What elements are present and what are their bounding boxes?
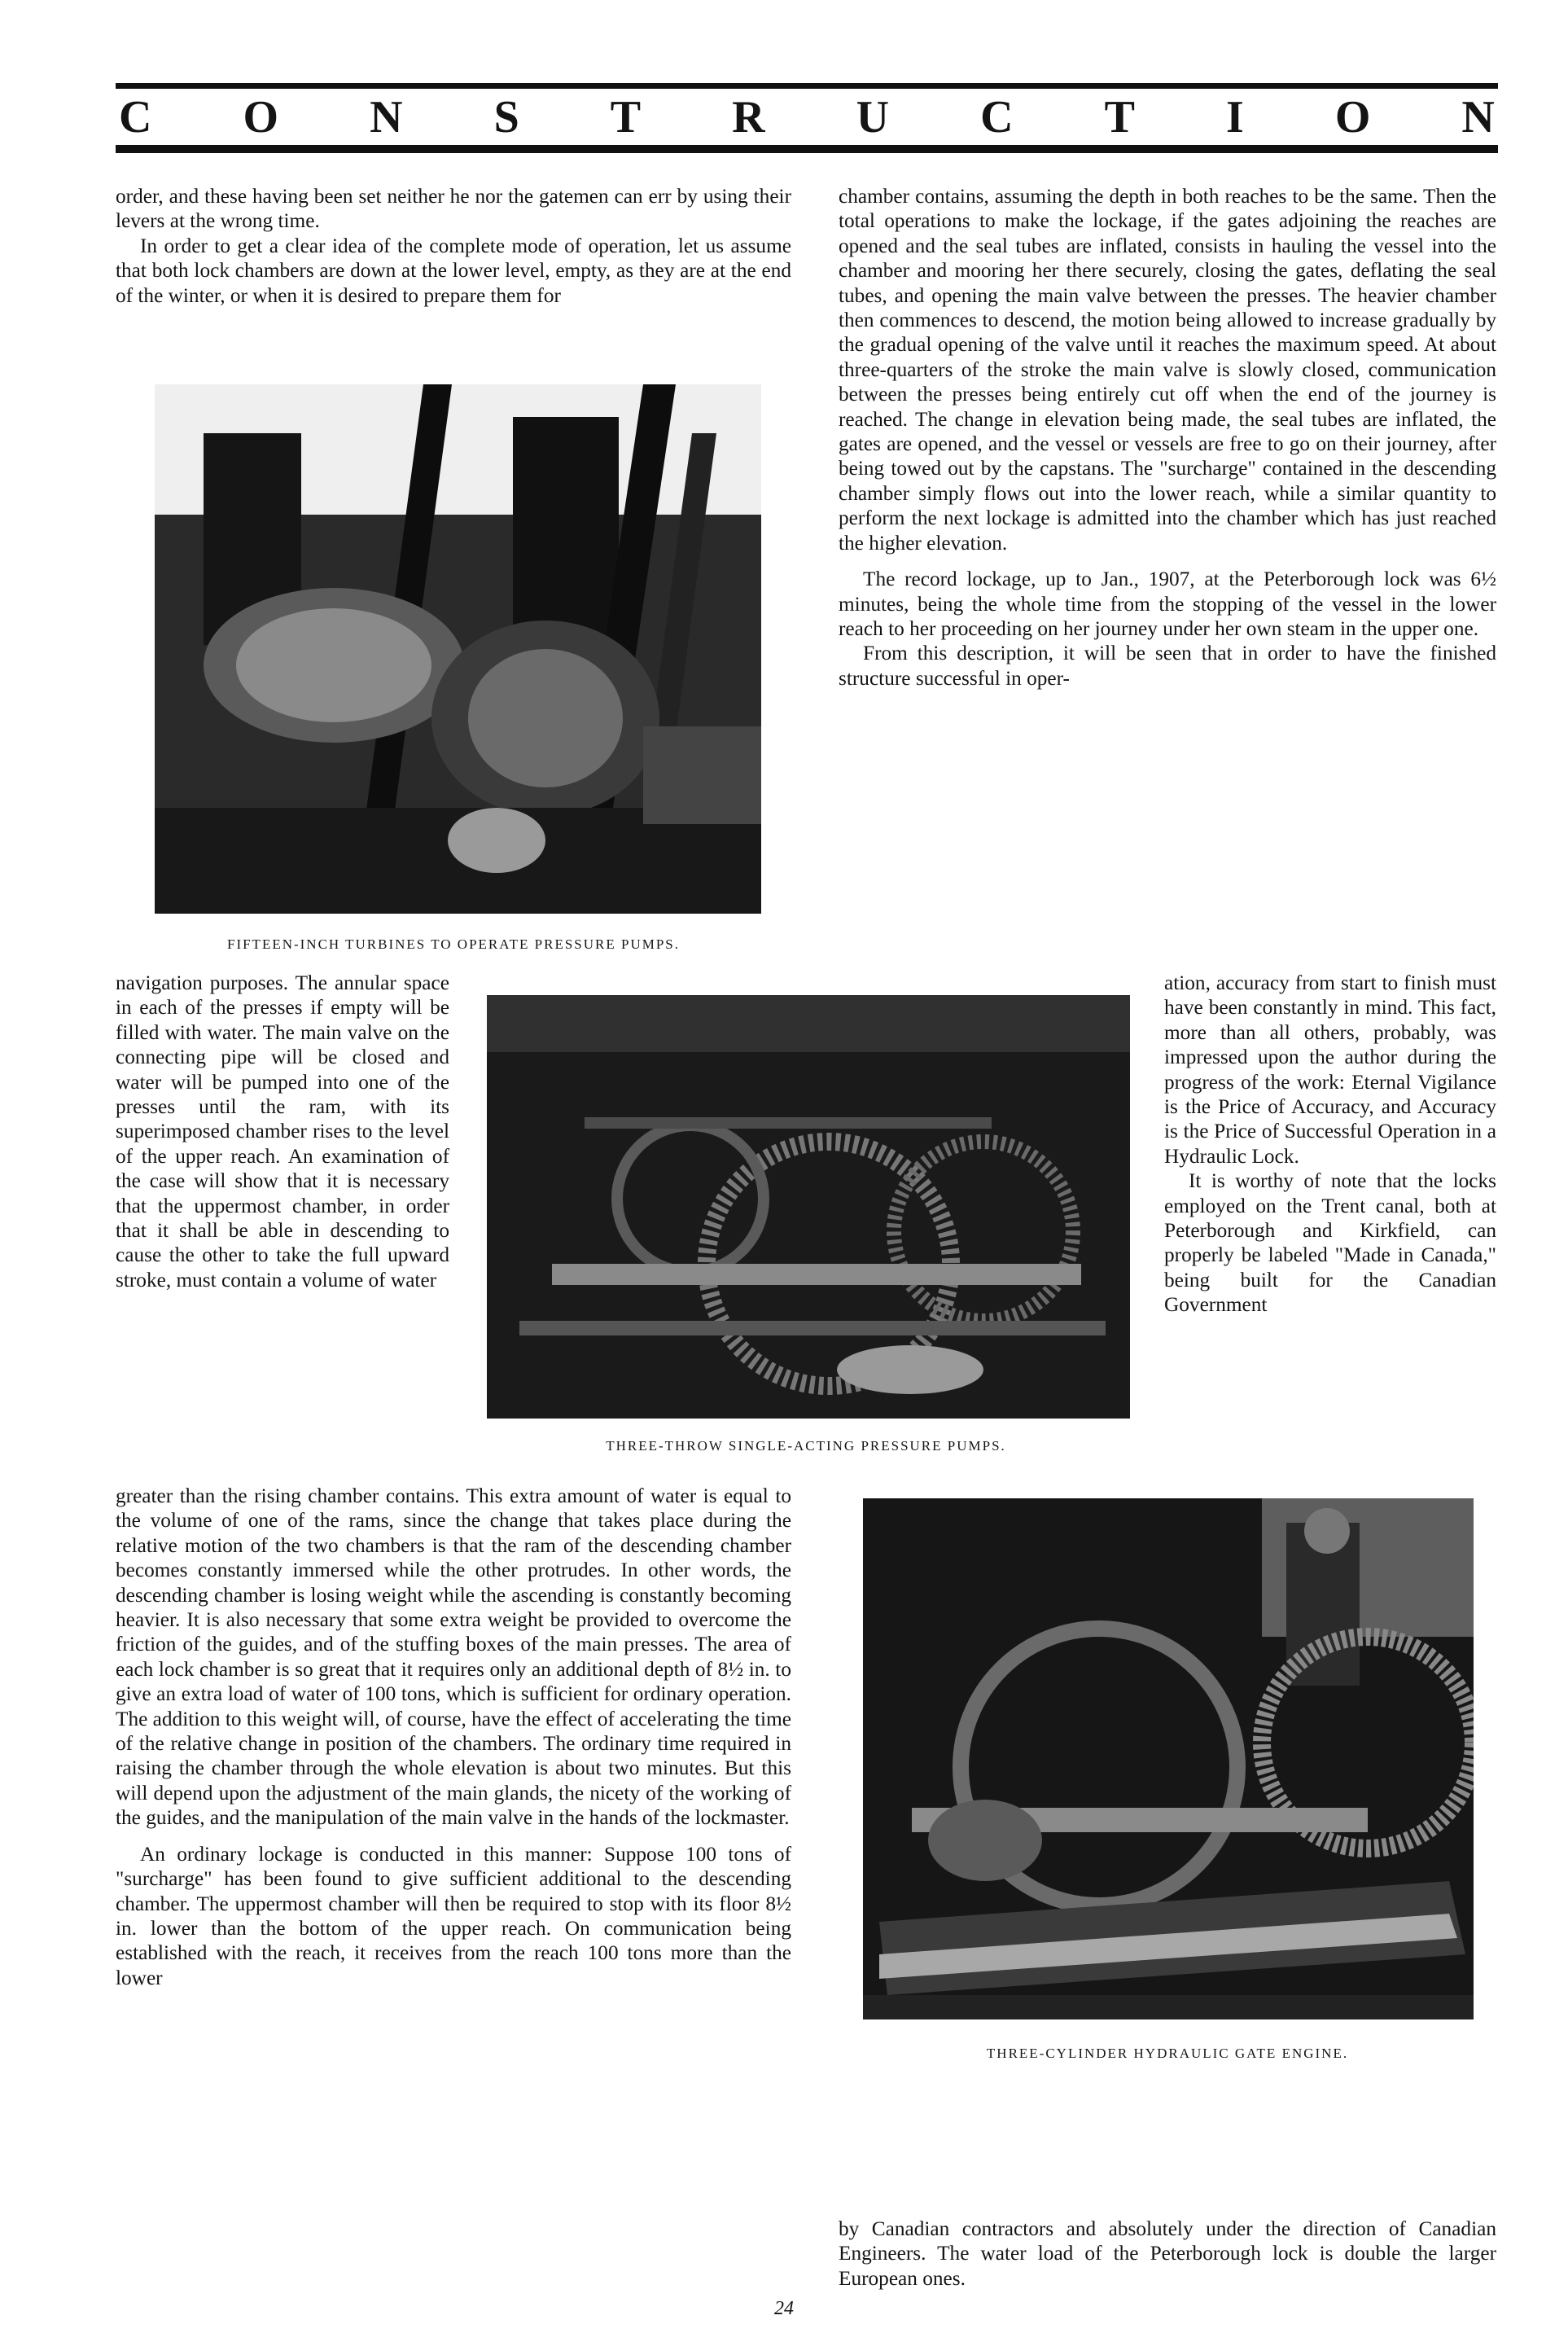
left-column-top-text: [116, 184, 791, 308]
paragraph: chamber contains, assuming the depth in both reaches to be the same. Then the total operations to make the lockage, if the gates adjoining the reaches are opened and the seal tubes are inflated, consists in hauling the vessel into the chamber and mooring her there securely, closing the gates, deflating the seal tubes, and opening the main valve between the presses. The heavier chamber then commences to descend, the motion being allowed to increase gradually by the gradual opening of the valve until it reaches the maximum speed. At about three-quarters of the stroke the main valve is slowly closed, communication between the presses being entirely cut off when the end of the journey is reached. The change in elevation being made, the seal tubes are inflated, the gates are opened, and the vessel or vessels are free to go on their journey, after being towed out by the capstans. The "surcharge" contained in the descending chamber simply flows out into the lower reach, while a similar quantity to perform the next lockage is admitted into the chamber which has just reached the higher elevation.: [839, 185, 1496, 555]
left-column-narrow-text: [116, 971, 449, 1292]
paragraph: The record lockage, up to Jan., 1907, at the Peterborough lock was 6½ minutes, being the whole time from the stopping of the vessel in the lower reach to her proceeding on her journey under her own steam in the upper one.: [839, 568, 1496, 640]
gate-engine-photo: [863, 1498, 1474, 2019]
masthead-letter: C: [119, 92, 152, 143]
masthead-letter: S: [493, 92, 519, 143]
masthead-rule-top: [116, 83, 1498, 89]
masthead-letter: C: [980, 92, 1014, 143]
paragraph: From this description, it will be seen that in order to have the finished structure successful in oper-: [839, 642, 1496, 690]
left-column-bottom-text: [116, 1484, 791, 1990]
masthead-letter: U: [856, 92, 890, 143]
gate-engine-caption: THREE-CYLINDER HYDRAULIC GATE ENGINE.: [986, 2046, 1349, 2061]
paragraph: ation, accuracy from start to finish must have been constantly in mind. This fact, more than all others, probably, was impressed upon the author during the progress of the work: Eternal Vigilance is the Price of Accuracy, and Accuracy is the Price of Successful Operation in a Hydraulic Lock.: [1164, 971, 1496, 1168]
right-column-narrow-text: [1164, 971, 1496, 1318]
paragraph: An ordinary lockage is conducted in this manner: Suppose 100 tons of "surcharge" has been found to give sufficient additional to the descending chamber. The uppermost chamber will then be required to stop with its floor 8½ in. lower than the bottom of the upper reach. On communication being established with the reach, it receives from the reach 100 tons more than the lower: [116, 1842, 791, 1989]
paragraph: by Canadian contractors and absolutely under the direction of Canadian Engineers. The water load of the Peterborough lock is double the larger European ones.: [839, 2217, 1496, 2290]
masthead-title: [116, 90, 1498, 145]
masthead-letter: N: [1461, 92, 1495, 143]
page-number: 24: [774, 2298, 794, 2319]
paragraph: In order to get a clear idea of the complete mode of operation, let us assume that both lock chambers are down at the lower level, empty, as they are at the end of the winter, or when it is desired to prepare them for: [116, 234, 791, 307]
right-column-bottom-text: [839, 2217, 1496, 2291]
masthead-letter: I: [1225, 92, 1244, 143]
masthead-letter: R: [732, 92, 765, 143]
masthead-letter: T: [1104, 92, 1135, 143]
paragraph: It is worthy of note that the locks employed on the Trent canal, both at Peterborough and Kirkfield, can properly be labeled "Made in Canada," being built for the Canadian Government: [1164, 1169, 1496, 1317]
pressure-pumps-caption: THREE-THROW SINGLE-ACTING PRESSURE PUMPS.: [606, 1438, 1006, 1454]
masthead-letter: N: [370, 92, 403, 143]
masthead-rule-bottom: [116, 145, 1498, 153]
paragraph: greater than the rising chamber contains. This extra amount of water is equal to the volume of one of the rams, since the change that takes place during the relative motion of the two chambers is that the ram of the descending chamber becomes constantly immersed while the other protrudes. In other words, the descending chamber is losing weight while the ascending is constantly becoming heavier. It is also necessary that some extra weight be provided to overcome the friction of the guides, and of the stuffing boxes of the main presses. The area of each lock chamber is so great that it requires only an additional depth of 8½ in. to give an extra load of water of 100 tons, which is sufficient for ordinary operation. The addition to this weight will, of course, have the effect of accelerating the time of the relative change in position of the chambers. The ordinary time required in raising the chamber through the whole elevation is about two minutes. But this will depend upon the adjustment of the main glands, the nicety of the working of the guides, and the manipulation of the main valve in the hands of the lockmaster.: [116, 1484, 791, 1830]
masthead: [116, 83, 1498, 158]
masthead-letter: O: [1334, 92, 1371, 143]
pressure-pumps-photo: [487, 995, 1130, 1419]
masthead-letter: T: [610, 92, 642, 143]
right-column-top-text: [839, 184, 1496, 691]
paragraph: order, and these having been set neither he nor the gatemen can err by using their levers at the wrong time.: [116, 185, 791, 233]
masthead-letter: O: [243, 92, 279, 143]
turbines-photo: [155, 384, 761, 914]
turbines-caption: FIFTEEN-INCH TURBINES TO OPERATE PRESSURE PUMPS.: [226, 936, 681, 952]
paragraph: navigation purposes. The annular space in each of the presses if empty will be filled with water. The main valve on the connecting pipe will be closed and water will be pumped into one of the presses until the ram, with its superimposed chamber rises to the level of the upper reach. An examination of the case will show that it is necessary that the uppermost chamber, in order that it shall be able in descending to cause the other to take the full upward stroke, must contain a volume of water: [116, 971, 449, 1291]
